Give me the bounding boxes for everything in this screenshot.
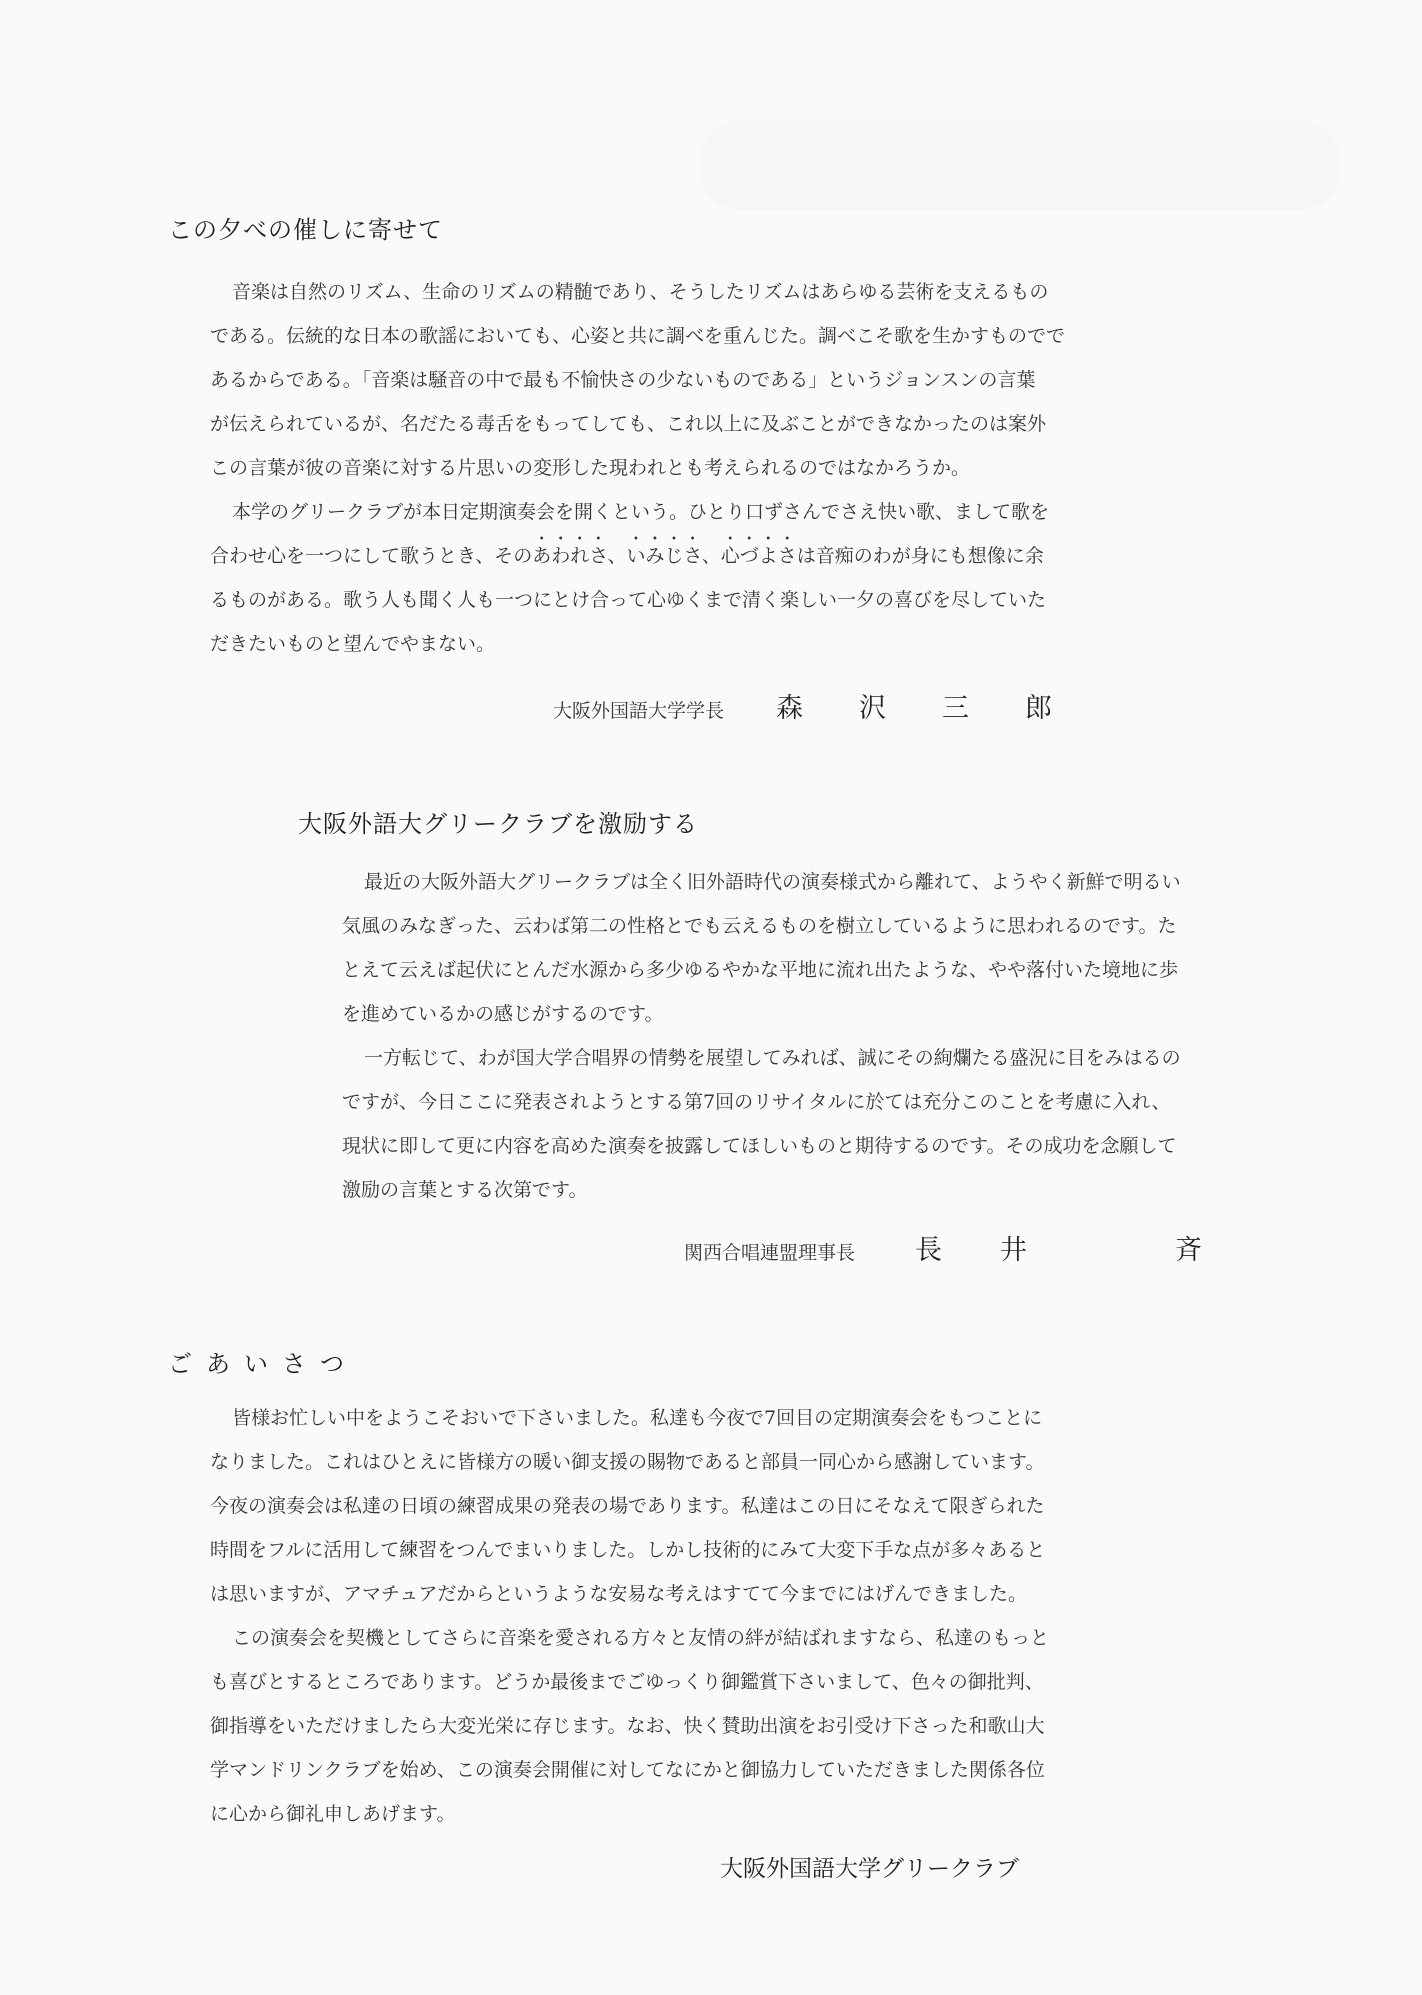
section1-body (210, 270, 1065, 666)
section-greeting (168, 1344, 358, 1379)
section2-line: ですが、今日ここに発表されようとする第7回のリサイタルに於ては充分このことを考慮に入れ、 (342, 1091, 1171, 1113)
section1-signature (553, 686, 1108, 725)
section3-signature: 大阪外国語大学グリークラブ (720, 1856, 1019, 1882)
section1-line: である。伝統的な日本の歌謡においても、心姿と共に調べを重んじた。調べこそ歌を生かすものでで (210, 325, 1066, 347)
section3-line: も喜びとするところであります。どうか最後までごゆっくり御鑑賞下さいまして、色々の御批判、 (210, 1671, 1044, 1693)
background-stain (700, 120, 1340, 210)
text-fragment: 、 (607, 545, 627, 567)
section3-heading: ごあいさつ (168, 1350, 358, 1378)
emphasized-word: いみじさ (626, 545, 702, 567)
section2-line: 現状に即して更に内容を高めた演奏を披露してほしいものと期待するのです。その成功を念願して (342, 1135, 1177, 1157)
section1-line: だきたいものと望んでやまない。 (210, 633, 496, 655)
section2-line: とえて云えば起伏にとんだ水源から多少ゆるやかな平地に流れ出たような、やや落付いた境地に歩 (342, 959, 1179, 981)
section2-line: 気風のみなぎった、云わば第二の性格とでも云えるものを樹立しているように思われるのです。た (342, 915, 1177, 937)
section2-heading: 大阪外語大グリークラブを激励する (298, 810, 698, 838)
signature-name-char: 長 (915, 1235, 943, 1266)
section3-line: 学マンドリンクラブを始め、この演奏会開催に対してなにかと御協力していただきました関係各位 (210, 1759, 1045, 1781)
signature-name-char: 斉 (1175, 1235, 1203, 1266)
section1-line: この言葉が彼の音楽に対する片思いの変形した現われとも考えられるのではなかろうか。 (210, 457, 971, 479)
emphasized-word: あわれさ (532, 545, 608, 567)
section1-line: が伝えられているが、名だたる毒舌をもってしても、これ以上に及ぶことができなかったのは案外 (210, 413, 1047, 435)
signature-title: 関西合唱連盟理事長 (684, 1242, 856, 1264)
section2-body (342, 860, 1181, 1212)
text-fragment: 合わせ心を一つにして歌うとき、その (210, 545, 533, 567)
section3-line: なりました。これはひとえに皆様方の暖い御支援の賜物であると部員一同心から感謝しています。 (210, 1451, 1045, 1473)
section3-line: は思いますが、アマチュアだからというような安易な考えはすてて今までにはげんできました。 (210, 1583, 1028, 1605)
section2-line: 最近の大阪外語大グリークラブは全く旧外語時代の演奏様式から離れて、ようやく新鮮で明るい (364, 871, 1181, 893)
section1-line: 本学のグリークラブが本日定期演奏会を開くという。ひとり口ずさんでさえ快い歌、まして歌を (232, 501, 1050, 523)
signature-name-char: 井 (1000, 1235, 1028, 1266)
section2-line: を進めているかの感じがするのです。 (342, 1003, 664, 1025)
section3-body (210, 1396, 1049, 1836)
section3-line: 時間をフルに活用して練習をつんでまいりました。しかし技術的にみて大変下手な点が多々あると (210, 1539, 1046, 1561)
section3-line: 皆様お忙しい中をようこそおいで下さいました。私達も今夜で7回目の定期演奏会をもつことに (232, 1407, 1043, 1429)
section-encouragement (298, 804, 698, 839)
section1-line: 音楽は自然のリズム、生命のリズムの精髄であり、そうしたリズムはあらゆる芸術を支えるもの (232, 281, 1049, 303)
signature-name: 森沢三郎 (776, 693, 1109, 724)
emphasized-word: 心づよさ (720, 545, 797, 567)
section1-line: るものがある。歌う人も聞く人も一つにとけ合って心ゆくまで清く楽しい一夕の喜びを尽していた (210, 589, 1047, 611)
section1-line-emphasis (210, 534, 1065, 578)
section3-line: 御指導をいただけましたら大変光栄に存じます。なお、快く賛助出演をお引受け下さった和歌山大 (210, 1715, 1045, 1737)
section3-line: この演奏会を契機としてさらに音楽を愛される方々と友情の絆が結ばれますなら、私達のもっと (232, 1627, 1050, 1649)
section-message-president (168, 210, 443, 245)
section3-line: 今夜の演奏会は私達の日頃の練習成果の発表の場であります。私達はこの日にそなえて限ぎられた (210, 1495, 1045, 1517)
section2-line: 激励の言葉とする次第です。 (342, 1179, 588, 1201)
section1-line: あるからである。「音楽は騒音の中で最も不愉快さの少ないものである」というジョンスンの言葉 (210, 369, 1036, 391)
section3-line: に心から御礼申しあげます。 (210, 1803, 456, 1825)
section2-signature (684, 1228, 1202, 1267)
text-fragment: は音痴のわが身にも想像に余 (796, 545, 1044, 567)
section1-heading: この夕べの催しに寄せて (168, 216, 443, 244)
text-fragment: 、 (701, 545, 721, 567)
signature-title: 大阪外国語大学学長 (553, 700, 725, 722)
section2-line: 一方転じて、わが国大学合唱界の情勢を展望してみれば、誠にその絢爛たる盛況に目をみはるの (364, 1047, 1181, 1069)
